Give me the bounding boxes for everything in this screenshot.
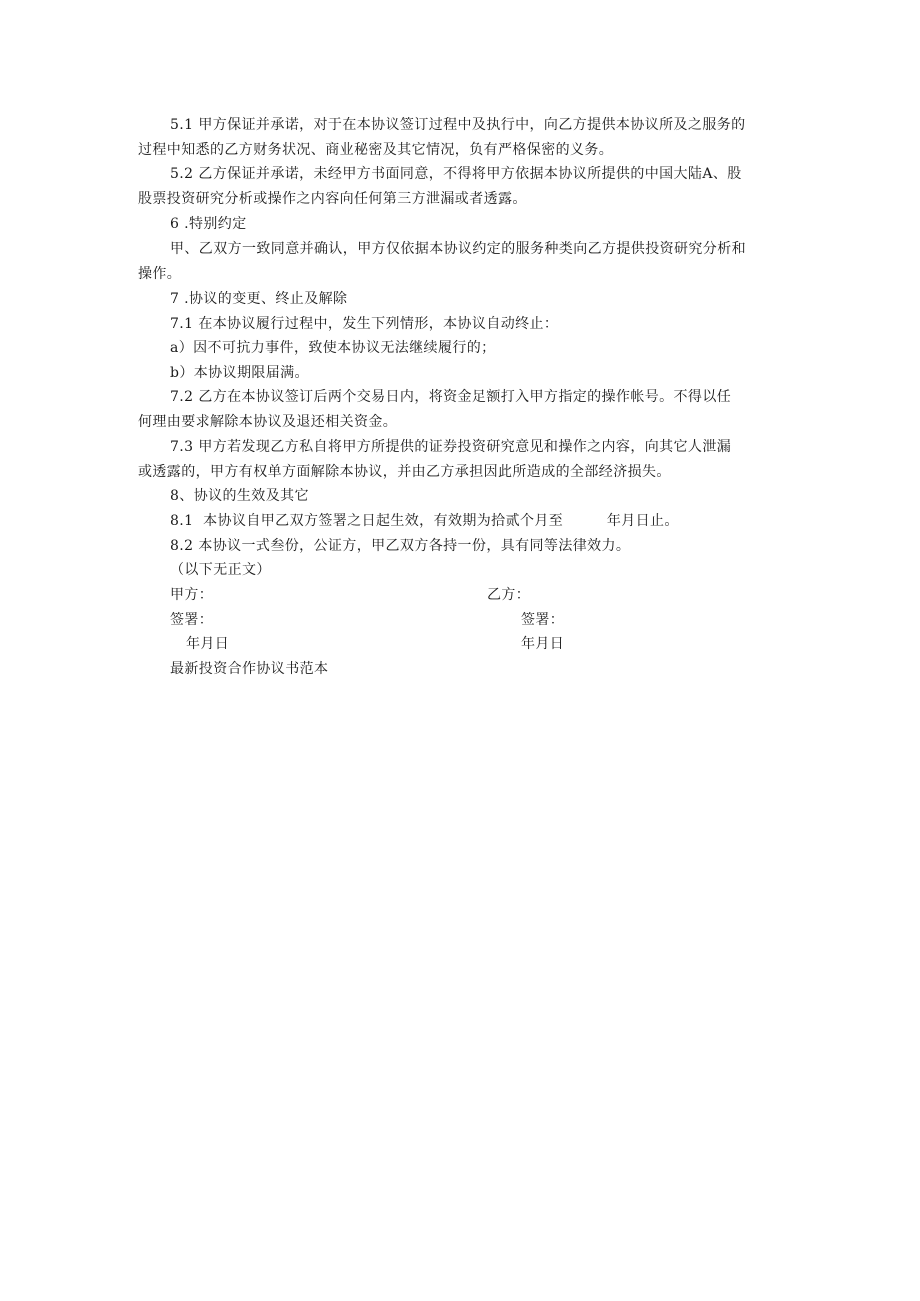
date-a-label: 年月日 <box>186 636 230 652</box>
clause-8-1: 8.1 本协议自甲乙双方签署之日起生效，有效期为拾贰个月至 年月日止。 <box>170 513 679 529</box>
document-footer-title: 最新投资合作协议书范本 <box>170 661 329 677</box>
clause-5-1-line-1: 5.1 甲方保证并承诺，对于在本协议签订过程中及执行中，向乙方提供本协议所及之服务的 <box>170 117 746 133</box>
clause-5-2-line-2: 股票投资研究分析或操作之内容向任何第三方泄漏或者透露。 <box>138 191 527 207</box>
clause-7-1-a: a）因不可抗力事件，致使本协议无法继续履行的； <box>170 340 496 356</box>
party-a-label: 甲方： <box>170 587 214 603</box>
party-b-label: 乙方： <box>487 587 531 603</box>
date-b-label: 年月日 <box>521 636 565 652</box>
clause-7-2-line-2: 何理由要求解除本协议及退还相关资金。 <box>138 414 398 430</box>
end-of-text-note: （以下无正文） <box>170 562 271 578</box>
signature-a-label: 签署： <box>170 612 214 628</box>
clause-8-2: 8.2 本协议一式叁份，公证方，甲乙双方各持一份，具有同等法律效力。 <box>170 538 631 554</box>
clause-7-3-line-1: 7.3 甲方若发现乙方私自将甲方所提供的证券投资研究意见和操作之内容，向其它人泄漏 <box>170 439 732 455</box>
signature-b-label: 签署： <box>521 612 565 628</box>
clause-7-2-line-1: 7.2 乙方在本协议签订后两个交易日内，将资金足额打入甲方指定的操作帐号。不得以任 <box>170 389 732 405</box>
section-7-heading: 7 .协议的变更、终止及解除 <box>170 291 348 307</box>
clause-5-2-line-1: 5.2 乙方保证并承诺，未经甲方书面同意，不得将甲方依据本协议所提供的中国大陆A、股 <box>170 166 742 182</box>
clause-7-1: 7.1 在本协议履行过程中，发生下列情形，本协议自动终止： <box>170 316 559 332</box>
section-8-heading: 8、协议的生效及其它 <box>170 488 309 504</box>
clause-6-line-2: 操作。 <box>138 266 182 282</box>
clause-5-1-line-2: 过程中知悉的乙方财务状况、商业秘密及其它情况，负有严格保密的义务。 <box>138 142 614 158</box>
clause-7-3-line-2: 或透露的，甲方有权单方面解除本协议，并由乙方承担因此所造成的全部经济损失。 <box>138 464 671 480</box>
clause-7-1-b: b）本协议期限届满。 <box>170 365 309 381</box>
section-6-heading: 6 .特别约定 <box>170 216 247 232</box>
clause-6-line-1: 甲、乙双方一致同意并确认，甲方仅依据本协议约定的服务种类向乙方提供投资研究分析和 <box>170 241 746 257</box>
